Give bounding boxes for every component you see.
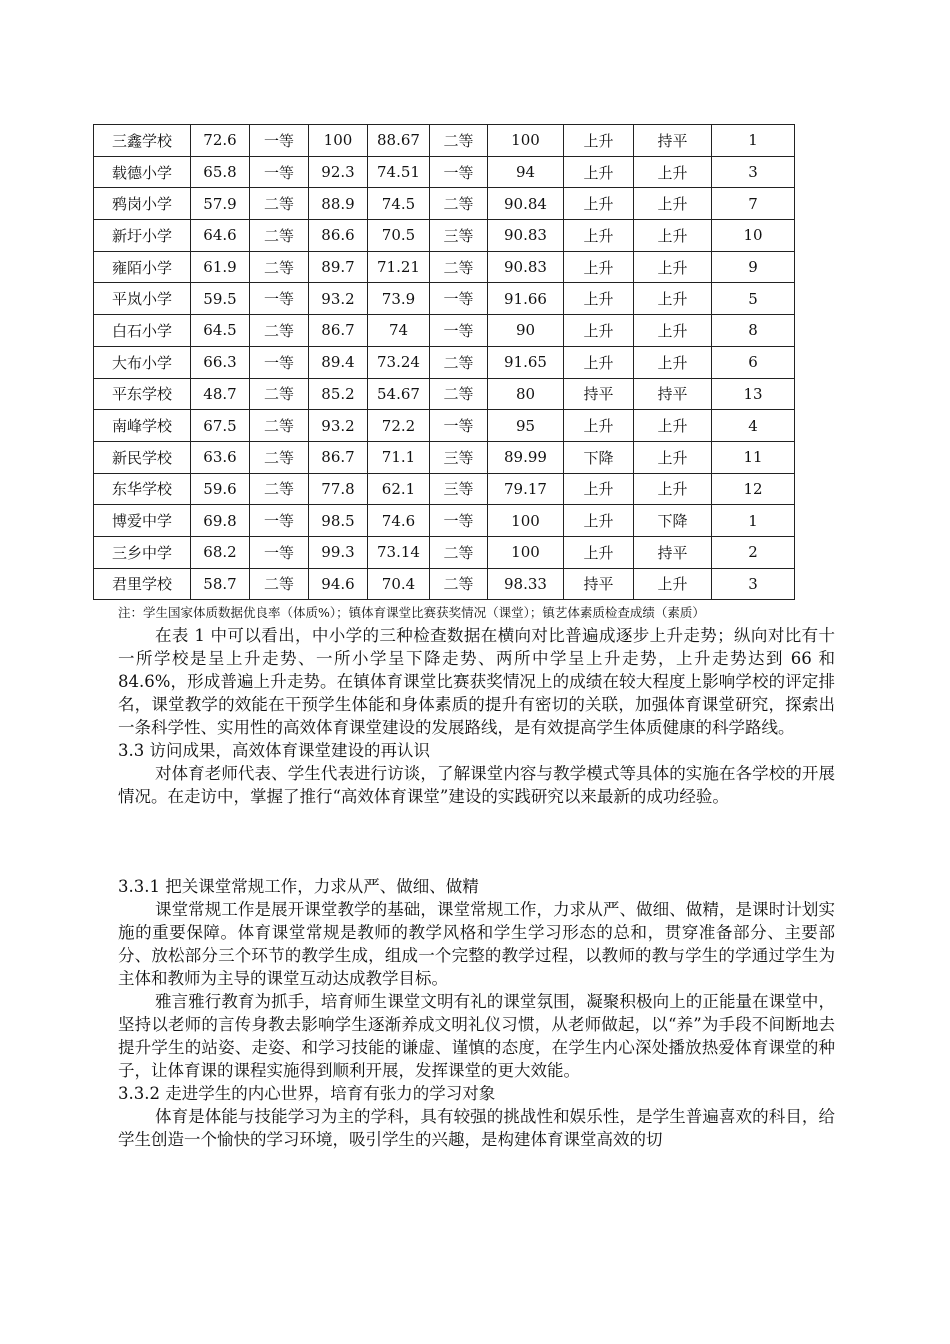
table-cell: 61.9 [191,251,250,283]
table-row [94,505,795,537]
table-cell: 一等 [250,505,309,537]
table-cell: 上升 [634,220,712,252]
table-row [94,220,795,252]
table-cell: 90.83 [488,251,564,283]
table-body [94,125,795,600]
table-cell: 98.33 [488,568,564,600]
table-cell: 72.2 [368,410,430,442]
paragraph-table-analysis: 在表 1 中可以看出，中小学的三种检查数据在横向对比普遍成逐步上升走势；纵向对比有十一所学校是呈上升走势、一所小学呈下降走势、两所中学呈上升走势，上升走势达到 66 和 84.6%，形成普遍上升走势。在镇体育课堂比赛获奖情况上的成绩在较大程度上影响学校的评定排名，课堂教学的效能在干预学生体能和身体素质的提升有密切的关联，加强体育课堂研究，探索出一条科学性、实用性的高效体育课堂建设的发展路线，是有效提高学生体质健康的科学路线。 [118,626,835,737]
table-cell: 二等 [430,125,488,157]
table-cell: 69.8 [191,505,250,537]
table-cell: 三等 [430,220,488,252]
table-cell: 二等 [430,251,488,283]
table-cell: 74.51 [368,156,430,188]
table-cell: 二等 [250,251,309,283]
table-cell: 上升 [564,220,634,252]
table-cell: 8 [712,315,795,347]
table-cell: 68.2 [191,536,250,568]
table-cell: 二等 [430,536,488,568]
school-name-cell: 平东学校 [94,378,191,410]
table-cell: 66.3 [191,346,250,378]
table-row [94,156,795,188]
table-cell: 93.2 [309,410,368,442]
table-cell: 86.7 [309,441,368,473]
table-cell: 二等 [250,315,309,347]
table-cell: 98.5 [309,505,368,537]
table-cell: 上升 [564,188,634,220]
table-cell: 一等 [430,156,488,188]
table-cell: 73.24 [368,346,430,378]
table-row [94,441,795,473]
table-cell: 持平 [634,536,712,568]
school-name-cell: 东华学校 [94,473,191,505]
table-cell: 下降 [564,441,634,473]
school-name-cell: 载德小学 [94,156,191,188]
table-cell: 48.7 [191,378,250,410]
table-cell: 74.5 [368,188,430,220]
table-row [94,536,795,568]
table-cell: 二等 [250,378,309,410]
school-name-cell: 新圩小学 [94,220,191,252]
table-cell: 62.1 [368,473,430,505]
table-cell: 100 [309,125,368,157]
table-cell: 上升 [634,441,712,473]
table-row [94,125,795,157]
table-cell: 99.3 [309,536,368,568]
table-cell: 100 [488,505,564,537]
paragraph-student-interest: 体育是体能与技能学习为主的学科，具有较强的挑战性和娱乐性，是学生普遍喜欢的科目，给学生创造一个愉快的学习环境，吸引学生的兴趣，是构建体育课堂高效的切 [118,1107,835,1149]
table-cell: 一等 [250,283,309,315]
table-cell: 13 [712,378,795,410]
table-cell: 74 [368,315,430,347]
heading-3-3-2: 3.3.2 走进学生的内心世界，培育有张力的学习对象 [118,1084,496,1103]
table-cell: 上升 [564,125,634,157]
table-cell: 上升 [634,283,712,315]
table-cell: 94 [488,156,564,188]
school-name-cell: 白石小学 [94,315,191,347]
table-cell: 一等 [250,156,309,188]
table-cell: 一等 [430,315,488,347]
table-cell: 7 [712,188,795,220]
school-name-cell: 博爱中学 [94,505,191,537]
table-row [94,346,795,378]
table-cell: 一等 [430,283,488,315]
table-cell: 3 [712,156,795,188]
heading-3-3: 3.3 访问成果，高效体育课堂建设的再认识 [118,741,430,760]
table-cell: 67.5 [191,410,250,442]
table-cell: 一等 [250,536,309,568]
table-cell: 二等 [250,410,309,442]
table-cell: 86.7 [309,315,368,347]
table-cell: 10 [712,220,795,252]
table-cell: 1 [712,505,795,537]
school-name-cell: 鸦岗小学 [94,188,191,220]
table-cell: 9 [712,251,795,283]
table-cell: 58.7 [191,568,250,600]
school-name-cell: 南峰学校 [94,410,191,442]
school-name-cell: 雍陌小学 [94,251,191,283]
table-row [94,378,795,410]
body-section-2 [118,875,835,1151]
table-cell: 一等 [250,346,309,378]
table-cell: 一等 [430,505,488,537]
paragraph-etiquette-education: 雅言雅行教育为抓手，培育师生课堂文明有礼的课堂氛围，凝聚积极向上的正能量在课堂中，坚持以老师的言传身教去影响学生逐渐养成文明礼仪习惯，从老师做起，以“养”为手段不间断地去提升学生的站姿、走姿、和学习技能的谦虚、谨慎的态度，在学生内心深处播放热爱体育课堂的种子，让体育课的课程实施得到顺利开展，发挥课堂的更大效能。 [118,992,835,1080]
table-cell: 上升 [634,188,712,220]
table-cell: 12 [712,473,795,505]
table-cell: 1 [712,125,795,157]
table-cell: 下降 [634,505,712,537]
table-cell: 上升 [564,505,634,537]
table-cell: 100 [488,125,564,157]
school-name-cell: 新民学校 [94,441,191,473]
table-cell: 上升 [634,251,712,283]
table-row [94,283,795,315]
table-cell: 上升 [564,536,634,568]
table-cell: 92.3 [309,156,368,188]
table-cell: 100 [488,536,564,568]
table-cell: 89.99 [488,441,564,473]
table-cell: 上升 [564,315,634,347]
table-note: 注：学生国家体质数据优良率（体质%）；镇体育课堂比赛获奖情况（课堂）；镇艺体素质检查成绩（素质） [118,605,705,620]
table-cell: 73.14 [368,536,430,568]
table-cell: 上升 [564,346,634,378]
table-cell: 94.6 [309,568,368,600]
table-cell: 二等 [430,568,488,600]
table-cell: 77.8 [309,473,368,505]
table-cell: 2 [712,536,795,568]
table-cell: 64.6 [191,220,250,252]
table-cell: 上升 [564,283,634,315]
table-cell: 70.5 [368,220,430,252]
table-cell: 64.5 [191,315,250,347]
table-cell: 二等 [430,378,488,410]
table-row [94,410,795,442]
school-name-cell: 大布小学 [94,346,191,378]
table-cell: 上升 [634,410,712,442]
table-cell: 6 [712,346,795,378]
body-section-1 [118,624,835,808]
table-cell: 3 [712,568,795,600]
table-cell: 59.6 [191,473,250,505]
table-cell: 91.65 [488,346,564,378]
table-cell: 持平 [634,378,712,410]
table-cell: 72.6 [191,125,250,157]
table-cell: 上升 [634,346,712,378]
table-cell: 二等 [430,346,488,378]
table-cell: 上升 [634,315,712,347]
table-cell: 59.5 [191,283,250,315]
table-cell: 持平 [564,378,634,410]
table-cell: 80 [488,378,564,410]
table-cell: 5 [712,283,795,315]
table-cell: 二等 [250,441,309,473]
table-cell: 74.6 [368,505,430,537]
table-cell: 一等 [430,410,488,442]
table-row [94,473,795,505]
table-cell: 91.66 [488,283,564,315]
table-cell: 57.9 [191,188,250,220]
table-cell: 二等 [250,188,309,220]
table-cell: 持平 [564,568,634,600]
table-cell: 65.8 [191,156,250,188]
table-row [94,315,795,347]
table-cell: 上升 [634,156,712,188]
table-cell: 93.2 [309,283,368,315]
table-cell: 三等 [430,473,488,505]
table-cell: 上升 [634,568,712,600]
table-cell: 85.2 [309,378,368,410]
table-cell: 上升 [564,156,634,188]
table-cell: 88.9 [309,188,368,220]
table-cell: 63.6 [191,441,250,473]
table-row [94,188,795,220]
table-cell: 54.67 [368,378,430,410]
table-cell: 88.67 [368,125,430,157]
school-name-cell: 三鑫学校 [94,125,191,157]
table-cell: 二等 [430,188,488,220]
table-cell: 90 [488,315,564,347]
table-cell: 11 [712,441,795,473]
table-cell: 4 [712,410,795,442]
table-cell: 70.4 [368,568,430,600]
table-cell: 79.17 [488,473,564,505]
school-name-cell: 君里学校 [94,568,191,600]
table-cell: 二等 [250,473,309,505]
paragraph-classroom-routine: 课堂常规工作是展开课堂教学的基础，课堂常规工作，力求从严、做细、做精，是课时计划实施的重要保障。体育课堂常规是教师的教学风格和学生学习形态的总和，贯穿准备部分、主要部分、放松部分三个环节的教学生成，组成一个完整的教学过程，以教师的教与学生的学通过学生为主体和教师为主导的课堂互动达成教学目标。 [118,900,835,988]
table-cell: 73.9 [368,283,430,315]
table-cell: 90.83 [488,220,564,252]
table-cell: 二等 [250,568,309,600]
table-cell: 71.1 [368,441,430,473]
heading-3-3-1: 3.3.1 把关课堂常规工作，力求从严、做细、做精 [118,877,479,896]
table-row [94,568,795,600]
paragraph-interview: 对体育老师代表、学生代表进行访谈，了解课堂内容与教学模式等具体的实施在各学校的开展情况。在走访中，掌握了推行“高效体育课堂”建设的实践研究以来最新的成功经验。 [118,764,835,806]
table-cell: 86.6 [309,220,368,252]
table-cell: 上升 [564,473,634,505]
table-cell: 89.4 [309,346,368,378]
school-name-cell: 平岚小学 [94,283,191,315]
table-cell: 95 [488,410,564,442]
table-cell: 一等 [250,125,309,157]
table-cell: 三等 [430,441,488,473]
table-cell: 上升 [564,251,634,283]
table-cell: 持平 [634,125,712,157]
table-cell: 71.21 [368,251,430,283]
school-comparison-table [93,124,795,600]
table-cell: 上升 [634,473,712,505]
school-name-cell: 三乡中学 [94,536,191,568]
table-row [94,251,795,283]
table-cell: 上升 [564,410,634,442]
table-cell: 90.84 [488,188,564,220]
table-cell: 89.7 [309,251,368,283]
table-cell: 二等 [250,220,309,252]
